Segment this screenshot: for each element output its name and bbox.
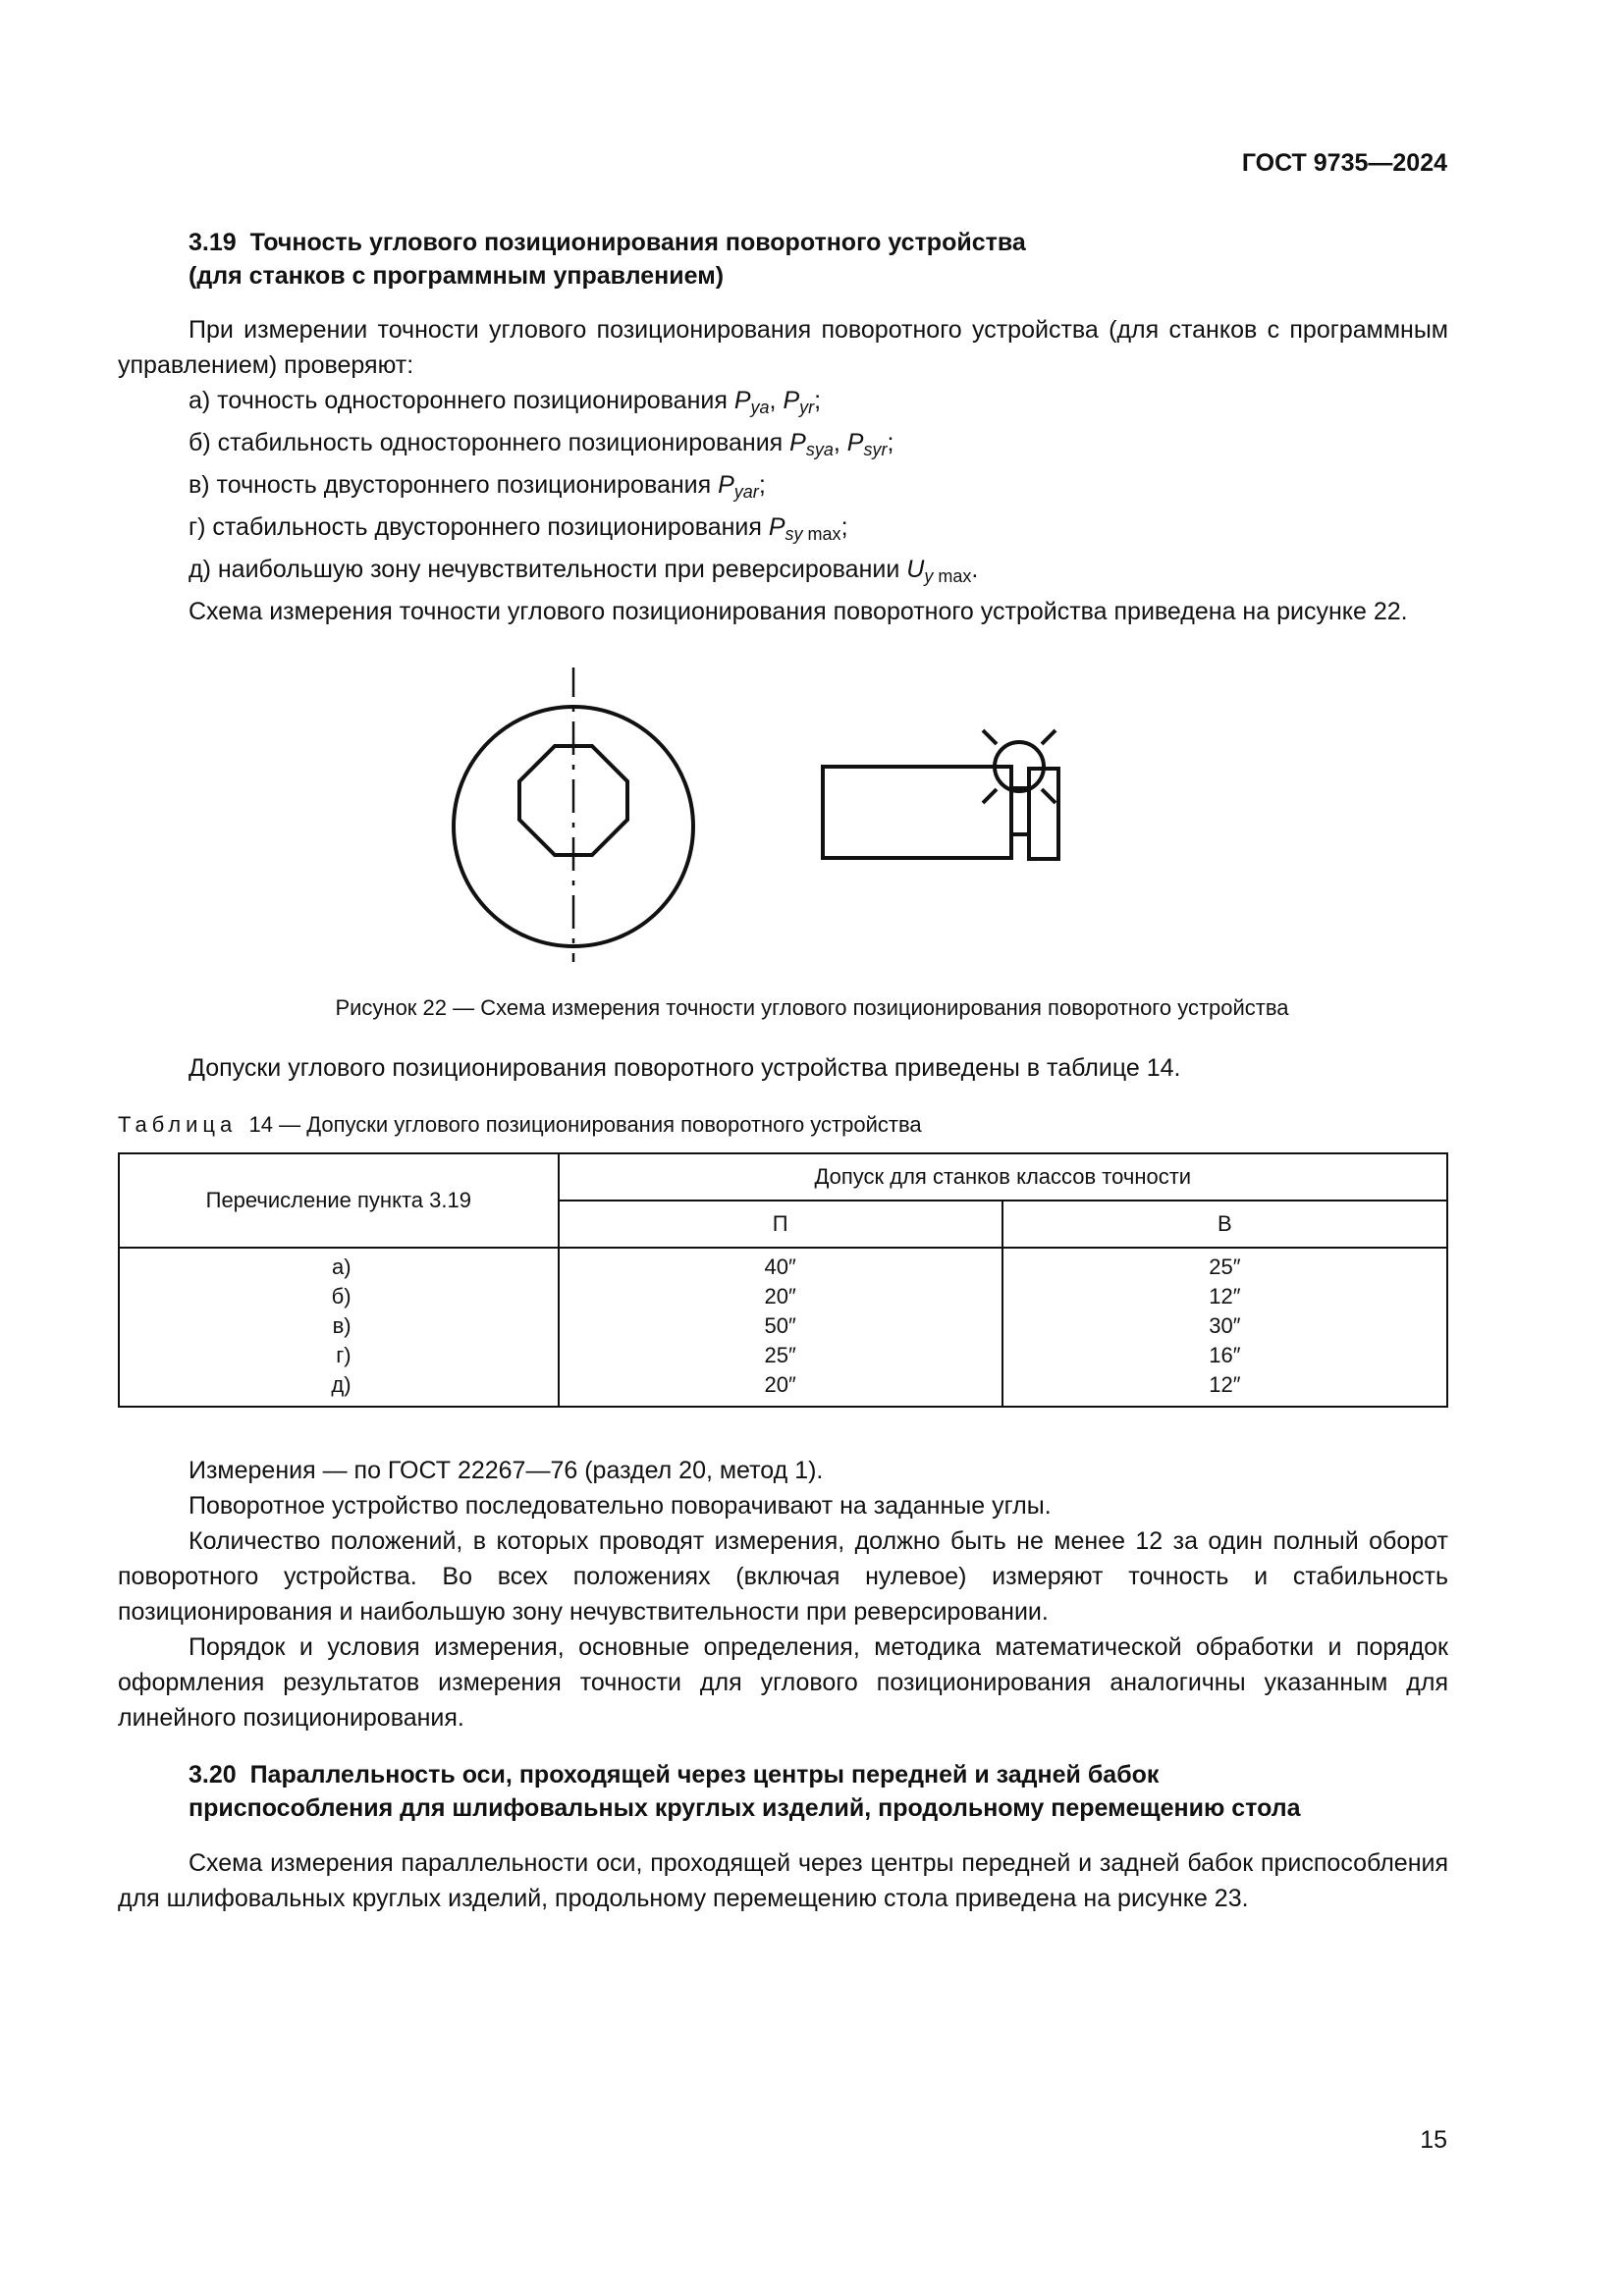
- lamp-ray: [1042, 730, 1056, 744]
- table-cell: 25″: [764, 1343, 796, 1367]
- connector-rect: [1011, 788, 1029, 834]
- table-cell: 50″: [764, 1313, 796, 1338]
- class-p-column: [559, 1248, 1002, 1407]
- tolerance-table: [118, 1152, 1448, 1408]
- paragraph: Порядок и условия измерения, основные определения, методика математической обработки и порядок оформления результатов измерения точности для углового позиционирования аналогичны указанным для линейного позиционирования.: [118, 1633, 1448, 1732]
- section-title-line1: Точность углового позиционирования поворотного устройства: [249, 229, 1026, 256]
- figure-22-diagram: [442, 667, 1129, 982]
- list-item: а) точность одностороннего позиционирования $P_{ya}$, $P_{yr}$;: [189, 387, 822, 417]
- table-cell: 16″: [1209, 1343, 1241, 1367]
- paragraph: Поворотное устройство последовательно поворачивают на заданные углы.: [189, 1492, 1052, 1520]
- table-cell: 40″: [764, 1255, 796, 1279]
- header-class-v: В: [1002, 1201, 1447, 1248]
- figure-caption: Рисунок 22 — Схема измерения точности углового позиционирования поворотного устройства: [335, 995, 1289, 1020]
- class-v-column: [1002, 1248, 1447, 1407]
- tolerances-ref-paragraph: Допуски углового позиционирования поворотного устройства приведены в таблице 14.: [189, 1054, 1181, 1082]
- section-heading-3-19: [189, 226, 1026, 293]
- section-title-line1: Параллельность оси, проходящей через центры передней и задней бабок: [249, 1761, 1160, 1789]
- table-cell: 30″: [1209, 1313, 1241, 1338]
- list-item: в) точность двустороннего позиционирования $P_{yar}$;: [189, 471, 766, 502]
- section-heading-3-20: [189, 1758, 1301, 1825]
- after-table-body: [118, 1453, 1448, 1735]
- cap-rect: [1029, 769, 1058, 859]
- section-title-line2: (для станков с программным управлением): [189, 262, 725, 290]
- lamp-ray: [983, 789, 997, 803]
- section-number: 3.20: [189, 1761, 237, 1789]
- paragraph: Количество положений, в которых проводят измерения, должно быть не менее 12 за один полный оборот поворотного устройства. Во всех положениях (включая нулевое) измеряют точность и стабильность позиционирования и наибольшую зону нечувствительности при реверсировании.: [118, 1527, 1448, 1626]
- standard-designation: ГОСТ 9735—2024: [1241, 149, 1447, 177]
- table-cell: 25″: [1209, 1255, 1241, 1279]
- paragraph: Схема измерения параллельности оси, проходящей через центры передней и задней бабок приспособления для шлифовальных круглых изделий, продольному перемещению стола приведена на рисунке 23.: [118, 1849, 1448, 1912]
- section-3-20-body: [118, 1845, 1448, 1916]
- section-title-line2: приспособления для шлифовальных круглых изделий, продольному перемещению стола: [189, 1794, 1301, 1822]
- table-title: [118, 1112, 922, 1138]
- page-number: 15: [1420, 2126, 1447, 2154]
- table-cell: 12″: [1209, 1284, 1241, 1308]
- lamp-ray: [983, 730, 997, 744]
- table-cell: 20″: [764, 1284, 796, 1308]
- table-cell: 12″: [1209, 1372, 1241, 1397]
- table-title-text: 14 — Допуски углового позиционирования поворотного устройства: [248, 1112, 922, 1137]
- header-item: Перечисление пункта 3.19: [119, 1153, 559, 1248]
- section-number: 3.19: [189, 229, 237, 256]
- tolerances-ref-block: [118, 1050, 1448, 1086]
- header-group: Допуск для станков классов точности: [559, 1153, 1447, 1201]
- table-cell: д): [331, 1372, 352, 1397]
- table-cell: г): [336, 1343, 352, 1367]
- section-3-19-body: [118, 312, 1448, 629]
- scheme-paragraph: Схема измерения точности углового позиционирования поворотного устройства приведена на рисунке 22.: [189, 598, 1408, 625]
- table-cell: а): [332, 1255, 352, 1279]
- header-class-p: П: [559, 1201, 1002, 1248]
- intro-paragraph: При измерении точности углового позиционирования поворотного устройства (для станков с программным управлением) проверяют:: [118, 316, 1448, 379]
- check-list: [118, 383, 1448, 594]
- table-cell: в): [332, 1313, 352, 1338]
- list-item: б) стабильность одностороннего позиционирования $P_{sya}$, $P_{syr}$;: [189, 429, 894, 459]
- list-item: д) наибольшую зону нечувствительности при реверсировании $U_y$ $_{max}$.: [189, 556, 979, 586]
- paragraph: Измерения — по ГОСТ 22267—76 (раздел 20, метод 1).: [189, 1457, 824, 1484]
- lamp-ray: [1042, 789, 1056, 803]
- body-rect: [823, 767, 1011, 858]
- item-column: [119, 1248, 559, 1407]
- table-label: Таблица: [118, 1112, 238, 1137]
- table-cell: 20″: [764, 1372, 796, 1397]
- table-cell: б): [331, 1284, 352, 1308]
- list-item: г) стабильность двустороннего позиционирования $P_{sy}$ $_{max}$;: [189, 513, 848, 544]
